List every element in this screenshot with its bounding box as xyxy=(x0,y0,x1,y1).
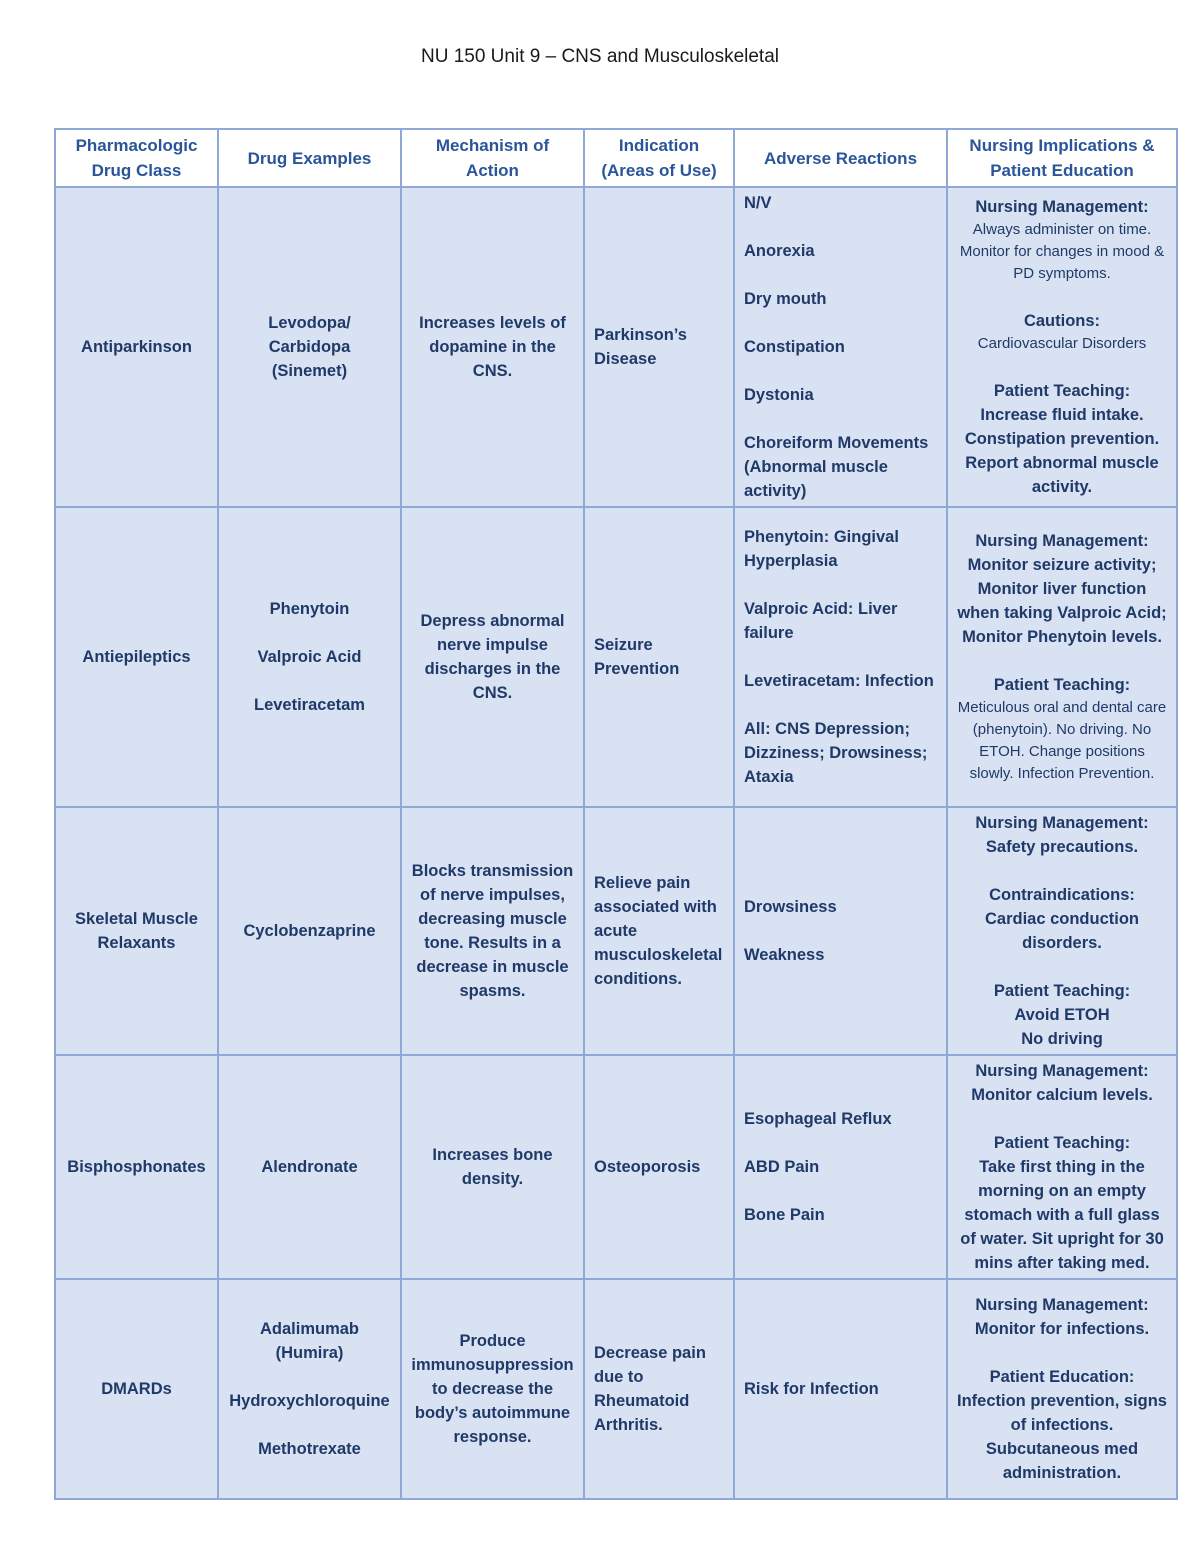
drug-class-cell: Antiepileptics xyxy=(55,507,218,807)
adverse-item: Dystonia xyxy=(744,386,814,404)
drug-class-cell: DMARDs xyxy=(55,1279,218,1499)
adverse-item: ABD Pain xyxy=(744,1158,820,1176)
cautions-label: Cautions: xyxy=(1023,312,1101,330)
table-row-antiepileptics xyxy=(55,507,1177,807)
mechanism-cell: Produce immunosuppression to decrease the body’s autoimmune response. xyxy=(401,1279,584,1499)
adverse-item: Constipation xyxy=(744,338,845,356)
adverse-item: N/V xyxy=(744,194,772,212)
indication-cell: Parkinson’s Disease xyxy=(584,187,734,507)
drug-class-cell: Antiparkinson xyxy=(55,187,218,507)
mechanism-cell: Depress abnormal nerve impulse discharges in the CNS. xyxy=(401,507,584,807)
nursing-management-label: Nursing Management: xyxy=(975,532,1149,550)
nursing-cell xyxy=(947,507,1177,807)
drug-examples-cell xyxy=(218,807,401,1055)
table-row-skeletal-muscle-relaxants xyxy=(55,807,1177,1055)
drug-class-cell: Bisphosphonates xyxy=(55,1055,218,1279)
header-indication: Indication (Areas of Use) xyxy=(584,129,734,187)
adverse-reactions-cell xyxy=(734,507,947,807)
contraindications-label: Contraindications: xyxy=(989,886,1135,904)
nursing-management-text: Safety precautions. xyxy=(985,838,1139,856)
drug-examples-cell xyxy=(218,187,401,507)
mechanism-cell: Blocks transmission of nerve impulses, decreasing muscle tone. Results in a decrease in muscle spasms. xyxy=(401,807,584,1055)
adverse-reactions-cell xyxy=(734,1279,947,1499)
drug-example: Levetiracetam xyxy=(254,696,365,714)
adverse-reactions-cell xyxy=(734,1055,947,1279)
drug-example: (Sinemet) xyxy=(271,362,348,380)
adverse-item: Levetiracetam: Infection xyxy=(744,672,934,690)
header-mechanism: Mechanism of Action xyxy=(401,129,584,187)
table-row-bisphosphonates xyxy=(55,1055,1177,1279)
drug-example: Cyclobenzaprine xyxy=(243,922,376,940)
drug-example: Valproic Acid xyxy=(257,648,362,666)
adverse-item: Drowsiness xyxy=(744,898,837,916)
nursing-cell xyxy=(947,1055,1177,1279)
patient-teaching-text: Take first thing in the morning on an empty stomach with a full glass of water. Sit upright for 30 mins after taking med. xyxy=(960,1158,1164,1272)
nursing-management-label: Nursing Management: xyxy=(975,198,1149,216)
drug-example: (Humira) xyxy=(275,1344,344,1362)
indication-cell: Osteoporosis xyxy=(584,1055,734,1279)
patient-teaching-label: Patient Teaching: xyxy=(993,982,1131,1000)
table-row-dmards xyxy=(55,1279,1177,1499)
header-nursing-implications: Nursing Implications & Patient Education xyxy=(947,129,1177,187)
nursing-cell xyxy=(947,807,1177,1055)
nursing-management-text: Monitor for infections. xyxy=(974,1320,1150,1338)
header-adverse-reactions: Adverse Reactions xyxy=(734,129,947,187)
adverse-item: Phenytoin: Gingival Hyperplasia xyxy=(744,528,899,570)
drug-examples-cell xyxy=(218,1279,401,1499)
drug-example: Methotrexate xyxy=(258,1440,361,1458)
patient-teaching-label: Patient Teaching: xyxy=(993,676,1131,694)
indication-cell: Seizure Prevention xyxy=(584,507,734,807)
adverse-item: Bone Pain xyxy=(744,1206,825,1224)
patient-teaching-text: Increase fluid intake. Constipation prevention. Report abnormal muscle activity. xyxy=(964,406,1160,496)
header-row xyxy=(55,129,1177,187)
table-row-antiparkinson xyxy=(55,187,1177,507)
drug-examples-cell xyxy=(218,507,401,807)
adverse-item: Risk for Infection xyxy=(744,1380,879,1398)
adverse-reactions-cell xyxy=(734,807,947,1055)
drug-example: Carbidopa xyxy=(268,338,351,356)
nursing-management-text: Monitor seizure activity; Monitor liver function when taking Valproic Acid; Monitor Phenytoin levels. xyxy=(957,556,1167,646)
adverse-item: Dry mouth xyxy=(744,290,827,308)
adverse-reactions-cell xyxy=(734,187,947,507)
drug-example: Phenytoin xyxy=(269,600,350,618)
adverse-item: Choreiform Movements (Abnormal muscle activity) xyxy=(744,434,929,500)
mechanism-cell: Increases levels of dopamine in the CNS. xyxy=(401,187,584,507)
cautions-text: Cardiovascular Disorders xyxy=(977,335,1147,352)
drug-example: Adalimumab xyxy=(259,1320,360,1338)
nursing-management-text: Monitor calcium levels. xyxy=(971,1086,1153,1104)
patient-teaching-label: Patient Teaching: xyxy=(993,1134,1131,1152)
nursing-cell xyxy=(947,187,1177,507)
mechanism-cell: Increases bone density. xyxy=(401,1055,584,1279)
patient-education-text: Infection prevention, signs of infections. Subcutaneous med administration. xyxy=(957,1392,1167,1482)
drug-example: Levodopa/ xyxy=(268,314,351,332)
adverse-item: Esophageal Reflux xyxy=(744,1110,892,1128)
patient-education-label: Patient Education: xyxy=(989,1368,1135,1386)
nursing-cell xyxy=(947,1279,1177,1499)
patient-teaching-line: No driving xyxy=(1021,1030,1103,1048)
nursing-management-label: Nursing Management: xyxy=(975,1296,1149,1314)
adverse-item: Anorexia xyxy=(744,242,815,260)
nursing-management-label: Nursing Management: xyxy=(975,1062,1149,1080)
header-drug-class: Pharmacologic Drug Class xyxy=(55,129,218,187)
drug-table xyxy=(54,128,1178,1500)
drug-class-cell: Skeletal Muscle Relaxants xyxy=(55,807,218,1055)
adverse-item: Weakness xyxy=(744,946,825,964)
adverse-item: Valproic Acid: Liver failure xyxy=(744,600,898,642)
drug-example: Alendronate xyxy=(261,1158,358,1176)
header-drug-examples: Drug Examples xyxy=(218,129,401,187)
page-title: NU 150 Unit 9 – CNS and Musculoskeletal xyxy=(420,46,779,67)
indication-cell: Relieve pain associated with acute musculoskeletal conditions. xyxy=(584,807,734,1055)
contraindications-text: Cardiac conduction disorders. xyxy=(984,910,1140,952)
patient-teaching-line: Avoid ETOH xyxy=(1014,1006,1110,1024)
adverse-item: All: CNS Depression; Dizziness; Drowsiness; Ataxia xyxy=(744,720,928,786)
drug-examples-cell xyxy=(218,1055,401,1279)
indication-cell: Decrease pain due to Rheumatoid Arthritis. xyxy=(584,1279,734,1499)
patient-teaching-text: Meticulous oral and dental care (phenytoin). No driving. No ETOH. Change positions slowly. Infection Prevention. xyxy=(957,699,1167,782)
nursing-management-text: Always administer on time. Monitor for changes in mood & PD symptoms. xyxy=(959,221,1165,282)
patient-teaching-label: Patient Teaching: xyxy=(993,382,1131,400)
nursing-management-label: Nursing Management: xyxy=(975,814,1149,832)
drug-example: Hydroxychloroquine xyxy=(229,1392,390,1410)
